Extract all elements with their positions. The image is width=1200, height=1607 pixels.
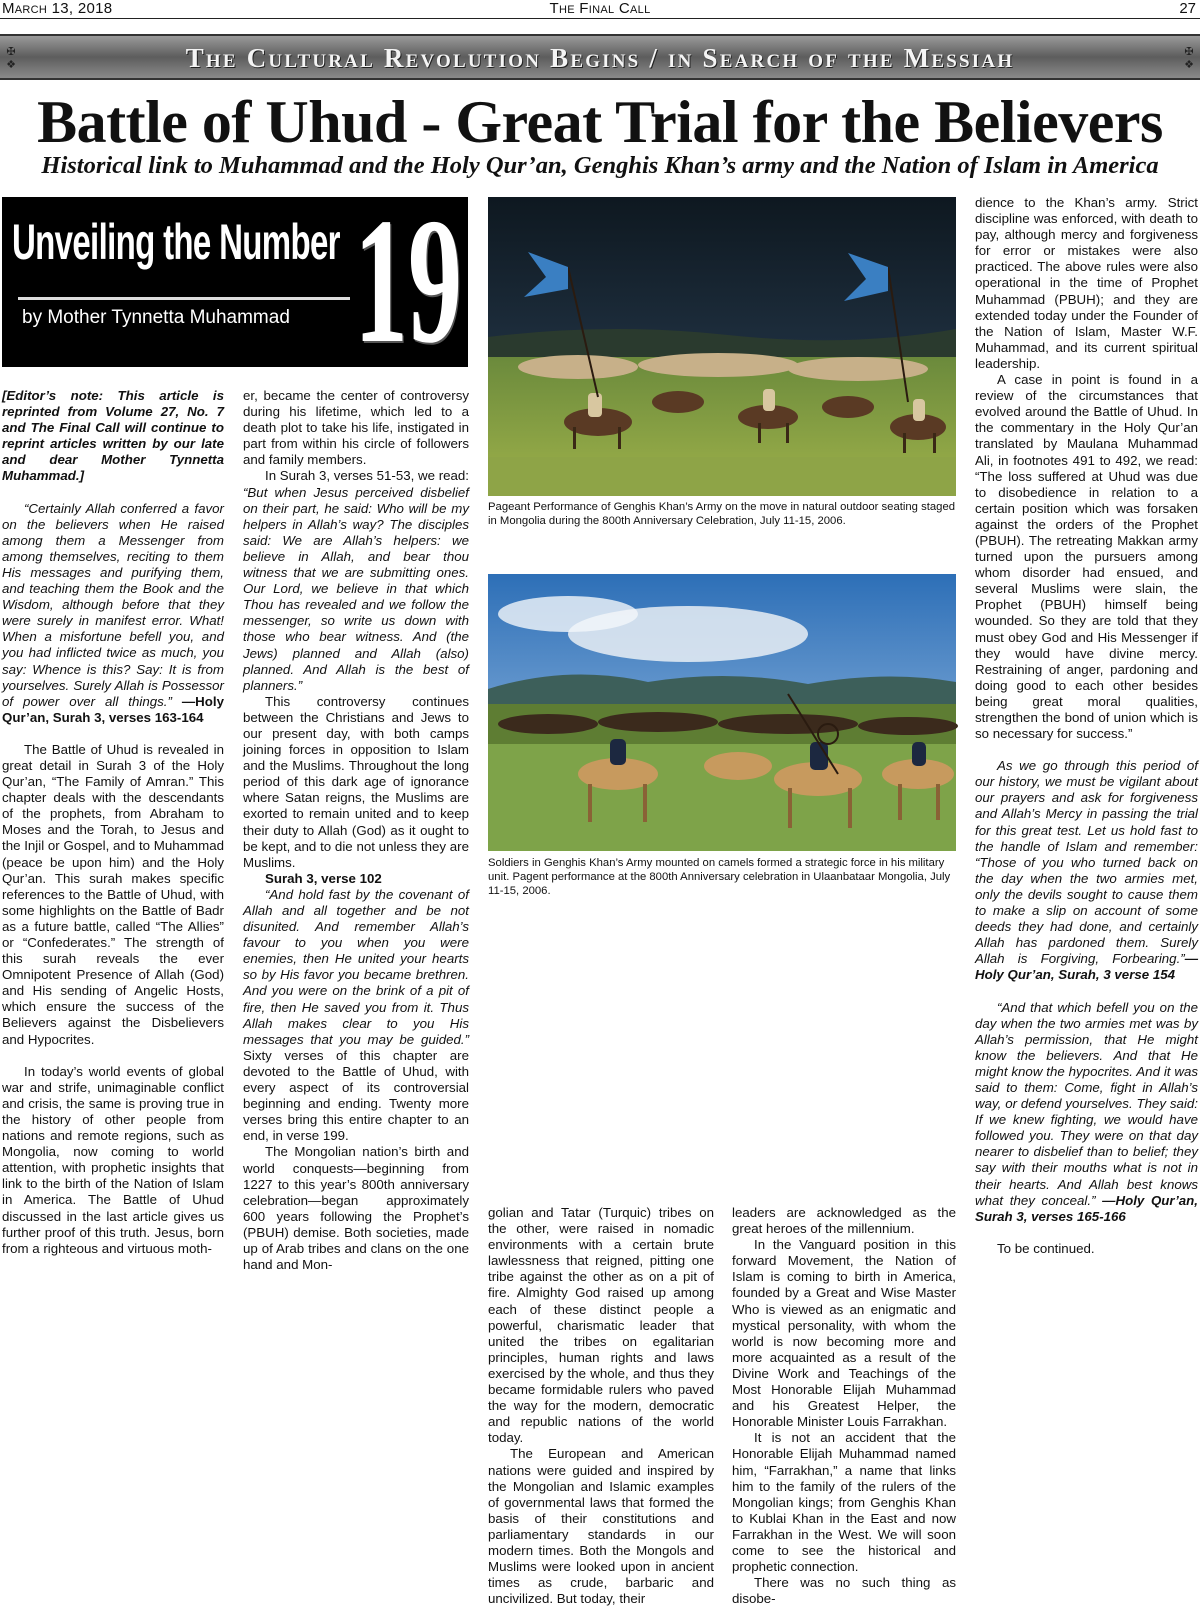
to-be-continued: To be continued. <box>997 1240 1095 1256</box>
body-paragraph: There was no such thing as disobe- <box>732 1575 956 1607</box>
banner-ornament-left-icon: ✠ ❖ <box>6 46 16 71</box>
article-column-5 <box>975 195 1198 1257</box>
column-logo-number: 19 <box>354 181 462 380</box>
body-paragraph: In today’s world events of global war and strife, unimaginable conflict and crisis, the same is proving true in the history of other people from nations and remote regions, such as Mongolia, now coming to world attention, with prophetic insights that link to the birth of the Nation of Islam in America. The Battle of Uhud discussed in the last article gives us further proof of this truth. Jesus, born from a righteous and virtuous moth- <box>2 1063 224 1256</box>
quote-text: “And that which befell you on the day when the two armies met was by Allah’s permission, that He might know the believers. And that He might know the hypocrites. And it was said to them: Come, fight in Allah’s way, or defend yourselves. They said: If we knew fighting, we would have followed you. They were on that day nearer to disbelief than to belief; they say with their mouths what is not in their hearts. And Allah best knows what they conceal.” <box>975 999 1198 1208</box>
article-column-2 <box>243 388 469 1273</box>
quote-source: —Holy Qur’an, Surah 3, verses 165-166 <box>975 1192 1198 1224</box>
quote-source: —Holy Qur’an, Surah, 3 verse 154 <box>975 951 1198 983</box>
section-banner-text: The Cultural Revolution Begins / in Search of the Messiah <box>185 43 1015 73</box>
body-paragraph: The Battle of Uhud is revealed in great detail in Surah 3 of the Holy Qur’an, “The Family of Amran.” This chapter deals with the descendants of the prophets, from Abraham to Moses and the Torah, to Jesus and the Injil or Gospel, and to Muhammad (peace be upon him) and the Holy Qur’an. This surah makes specific references to the Battle of Uhud, with some highlights on the Battle of Badr as a future battle, called “The Allies” or “Confederates.” The strength of this surah reveals the ever Omnipotent Presence of Allah (God) and His sending of Angelic Hosts, which ensure the success of the Believers against the Disbelievers and Hypocrites. <box>2 741 224 1047</box>
photo-caption-1: Pageant Performance of Genghis Khan’s Army on the move in natural outdoor seating staged in Mongolia during the 800th Anniversary Celebration, July 11-15, 2006. <box>488 501 956 527</box>
opening-quote-source: —Holy Qur’an, Surah 3, verses 163-164 <box>2 693 224 725</box>
editors-note: [Editor’s note: This article is reprinted from Volume 27, No. 7 and The Final Call will continue to reprint articles written by our late and dear Mother Tynnetta Muhammad.] <box>2 388 224 484</box>
body-paragraph: golian and Tatar (Turquic) tribes on the other, were raised in nomadic environments with a certain brute lawlessness that reigned, pitting one tribe against the other as on a pit of fire. Almighty God raised up among each of these distinct people a powerful, charismatic leader that united the tribes on egalitarian principles, human rights and laws exercised by the whole, and thus they became formidable rulers who paved the way for the modern, democratic and republic nations of the world today. <box>488 1205 714 1446</box>
publication-name: The Final Call <box>549 0 651 17</box>
subheading: Surah 3, verse 102 <box>265 870 382 886</box>
body-paragraph: leaders are acknowledged as the great heroes of the millennium. <box>732 1205 956 1237</box>
article-title: Battle of Uhud - Great Trial for the Believers <box>37 89 1163 155</box>
section-banner <box>0 34 1200 80</box>
page-number: 27 <box>1179 0 1196 17</box>
body-paragraph: A case in point is found in a review of the circumstances that evolved around the Battle of Uhud. In the commentary in the Holy Qur’an translated by Maulana Muhammad Ali, in footnotes 491 to 492, we read: “The loss suffered at Uhud was due to disobedience in relation to a certain position which was forsaken against the orders of the Prophet (PBUH). The retreating Makkan army turned upon the pursuers among whom disorder had ensued, and several Muslims were slain, the Prophet (PBUH) himself being wounded. So they are told that they must obey God and His Messenger if they would have divine mercy. Restraining of anger, pardoning and doing good to each other besides being great moral qualities, strengthen the bond of union which is so necessary for success.” <box>975 372 1198 742</box>
closing-quote-paragraph <box>975 1000 1198 1225</box>
body-paragraph: In the Vanguard position in this forward Movement, the Nation of Islam is coming to birth in America, founded by a Great and Wise Master Who is viewed as an enigmatic and mystical personality, with whom the world is now becoming more and more acquainted as a result of the Divine Work and Teachings of the Most Honorable Elijah Muhammad and his Greatest Helper, the Honorable Minister Louis Farrakhan. <box>732 1237 956 1430</box>
quote-text: “But when Jesus perceived disbelief on their part, he said: Who will be my helpers in Allah’s way? The disciples said: We are Allah’s helpers: we believe in Allah, and bear thou witness that we are submitting ones. Our Lord, we believe in that which Thou has revealed and we follow the messenger, so write us down with those who bear witness. And (the Jews) planned and Allah (also) planned. And Allah is the best of planners.” <box>243 484 469 693</box>
body-paragraph <box>243 887 469 1145</box>
header-divider <box>0 18 1200 19</box>
column-logo-title: Unveiling the Number <box>12 214 340 270</box>
body-paragraph: It is not an accident that the Honorable Elijah Muhammad named him, “Farrakhan,” a name that links him to the family of the rulers of the Mongolian kings; from Genghis Khan to Kublai Khan in the East and now Farrakhan in the West. We will soon come to see the historical and prophetic connection. <box>732 1430 956 1575</box>
closing-quote-paragraph <box>975 758 1198 983</box>
body-paragraph: dience to the Khan’s army. Strict discipline was enforced, with death to pay, although mercy and forgiveness for error or mistakes were also practiced. The above rules were also operational in the time of Prophet Muhammad (PBUH); and they are extended today under the Founder of the Nation of Islam, Master W.F. Muhammad, and its current spiritual leadership. <box>975 195 1198 371</box>
body-lead-text: In Surah 3, verses 51-53, we read: <box>265 468 469 484</box>
body-text: Sixty verses of this chapter are devoted to the Battle of Uhud, with every aspect of its controversial beginning and ending. Twenty more verses bring this entire chapter to an end, in verse 199. <box>243 1047 469 1144</box>
body-paragraph: The European and American nations were guided and inspired by the Mongolian and Islamic examples of governmental laws that formed the basis of their constitutions and parliamentary standards in our modern times. Both the Mongols and Muslims were looked upon in ancient times as crude, barbaric and uncivilized. But today, their <box>488 1446 714 1607</box>
article-column-1 <box>2 388 224 1257</box>
photo-caption-2: Soldiers in Genghis Khan’s Army mounted on camels formed a strategic force in his military unit. Pagent performance at the 800th Anniversary celebration in Ulaanbataar Mongolia, July 11-15, 2006. <box>488 857 951 897</box>
body-paragraph: The Mongolian nation’s birth and world conquests—beginning from 1227 to this year’s 800th anniversary celebration—began approximately 600 years following the Prophet’s (PBUH) demise. Both societies, made up of Arab tribes and clans on the one hand and Mon- <box>243 1144 469 1273</box>
quote-text: As we go through this period of our history, we must be vigilant about our prayers and ask for forgiveness and Allah’s Mercy in passing the trial for this great test. Let us hold fast to the handle of Islam and remember: “Those of you who turned back on the day when the two armies met, only the devils sought to cause them to make a slip on account of some deeds they had done, and certainly Allah has pardoned them. Surely Allah is Forgiving, Forbearing.” <box>975 758 1198 967</box>
article-subtitle: Historical link to Muhammad and the Holy Qur’an, Genghis Khan’s army and the Nation of Islam in America <box>41 152 1159 179</box>
photo-genghis-khan-army-pageant <box>488 197 956 496</box>
body-paragraph <box>243 468 469 693</box>
column-logo-rule <box>18 297 350 300</box>
article-column-4 <box>732 1205 956 1607</box>
column-logo-byline: by Mother Tynnetta Muhammad <box>22 307 290 328</box>
banner-ornament-right-icon: ✠ ❖ <box>1184 46 1194 71</box>
body-paragraph: er, became the center of controversy during his lifetime, which led to a death plot to take his life, instigated in part from within his circle of followers and family members. <box>243 388 469 468</box>
article-column-3 <box>488 1205 714 1607</box>
opening-quote <box>2 501 224 726</box>
body-paragraph: This controversy continues between the Christians and Jews to our present day, with both camps joining forces in opposition to Islam and the Muslims. Throughout the long period of this dark age of ignorance where Satan reigns, the Muslims are exorted to remain united and to keep their duty to Allah (God) as it ought to be kept, and to die not unless they are Muslims. <box>243 693 469 870</box>
photo-mounted-soldiers <box>488 574 956 851</box>
quote-text: “And hold fast by the covenant of Allah and all together and be not disunited. And remember Allah’s favour to you when you were enemies, then He united your hearts so by His favor you became brethren. And you were on the brink of a pit of fire, then He saved you from it. Thus Allah makes clear to you His messages that you may be guided.” <box>243 886 469 1047</box>
column-logo <box>2 181 468 380</box>
issue-date: March 13, 2018 <box>2 0 113 17</box>
opening-quote-text: “Certainly Allah conferred a favor on the believers when He raised among them a Messenger from among themselves, reciting to them His messages and purifying them, and teaching them the Book and the Wisdom, although before that they were surely in manifest error. What! When a misfortune befell you, and you had inflicted twice as much, you say: Whence is this? Say: It is from yourselves. Surely Allah is Possessor of power over all things.” <box>2 500 224 709</box>
